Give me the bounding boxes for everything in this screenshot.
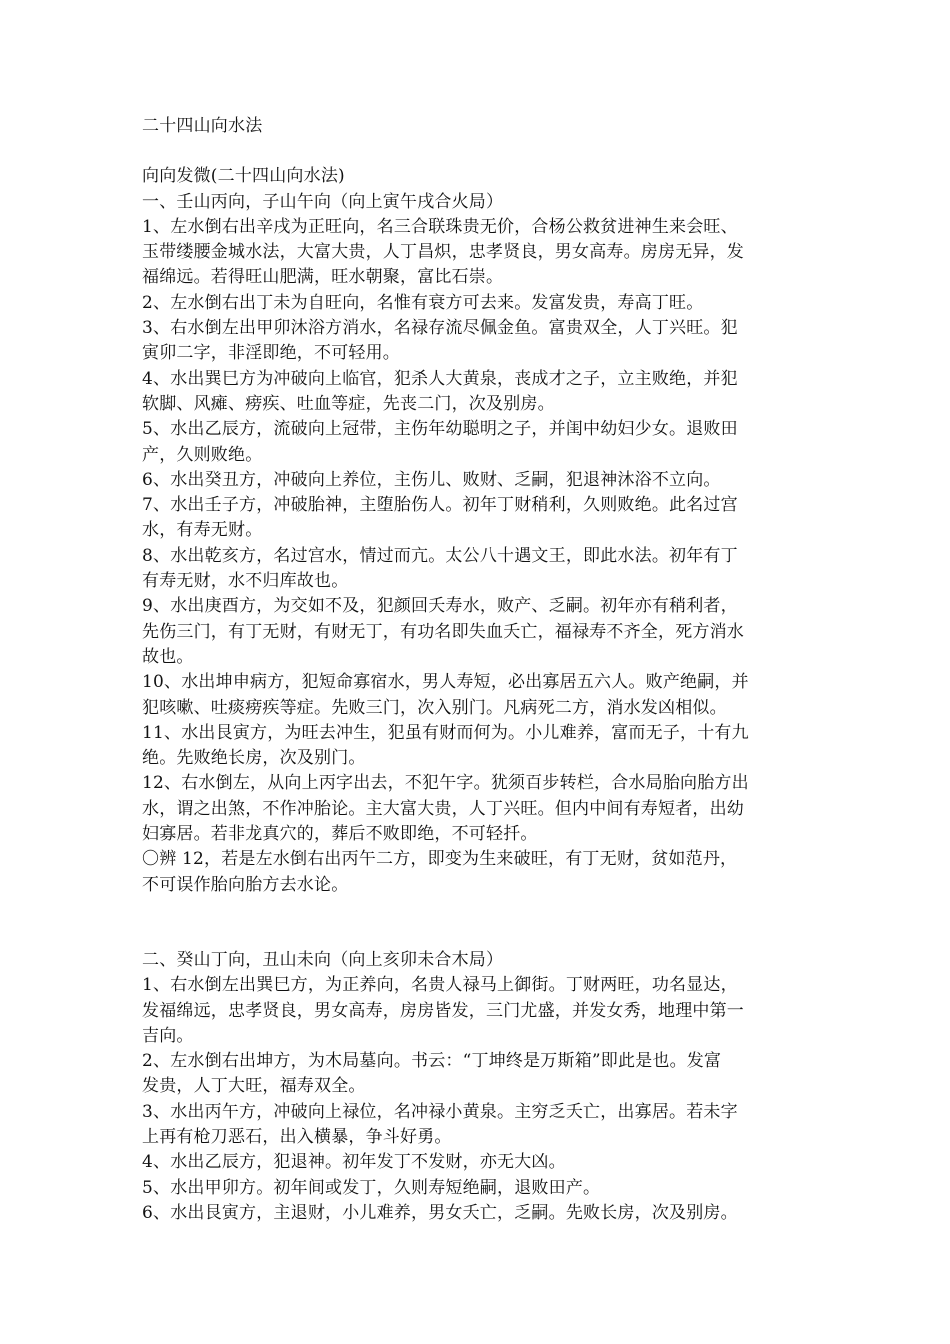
section-1-body xyxy=(142,215,814,898)
text-line: 11、水出艮寅方，为旺去冲生，犯虽有财而何为。小儿难养，富而无子，十有九 xyxy=(142,722,749,743)
text-line: 9、水出庚酉方，为交如不及，犯颜回夭寿水，败产、乏嗣。初年亦有稍利者， xyxy=(142,596,738,617)
text-line: 产，久则败绝。 xyxy=(142,444,263,465)
document-title: 二十四山向水法 xyxy=(142,116,263,136)
document-subtitle: 向向发微(二十四山向水法) xyxy=(142,166,345,187)
document-body xyxy=(142,114,814,1226)
text-line: 5、水出甲卯方。初年间或发丁，久则寿短绝嗣，退败田产。 xyxy=(142,1177,601,1198)
text-line: 玉带缕腰金城水法，大富大贵，人丁昌炽，忠孝贤良，男女高寿。房房无异，发 xyxy=(142,242,744,263)
spacer xyxy=(142,898,814,948)
text-line: 寅卯二字，非淫即绝，不可轻用。 xyxy=(142,343,400,364)
text-line: 有寿无财，水不归库故也。 xyxy=(142,571,349,592)
text-line: 3、右水倒左出甲卯沐浴方消水，名禄存流尽佩金鱼。富贵双全，人丁兴旺。犯 xyxy=(142,318,738,339)
text-line: 妇寡居。若非龙真穴的，葬后不败即绝，不可轻扦。 xyxy=(142,824,538,845)
text-line: 8、水出乾亥方，名过宫水，情过而亢。太公八十遇文王，即此水法。初年有丁 xyxy=(142,545,738,566)
text-line: 4、水出巽巳方为冲破向上临官，犯杀人大黄泉，丧成才之子，立主败绝，并犯 xyxy=(142,368,738,389)
text-line: 上再有枪刀恶石，出入横暴，争斗好勇。 xyxy=(142,1126,452,1147)
text-line: 先伤三门，有丁无财，有财无丁，有功名即失血夭亡，福禄寿不齐全，死方消水 xyxy=(142,621,744,642)
text-line: 犯咳嗽、吐痰痨疾等症。先败三门，次入别门。凡病死二方，消水发凶相似。 xyxy=(142,697,727,718)
text-line: 发福绵远，忠孝贤良，男女高寿，房房皆发，三门尤盛，并发女秀，地理中第一 xyxy=(142,1000,744,1021)
text-line: 发贵，人丁大旺，福寿双全。 xyxy=(142,1076,366,1097)
section-2-body xyxy=(142,973,814,1226)
section-heading: 二、癸山丁向，丑山未向（向上亥卯未合木局） xyxy=(142,949,504,970)
text-line: 7、水出壬子方，冲破胎神，主堕胎伤人。初年丁财稍利，久则败绝。此名过宫 xyxy=(142,495,738,516)
text-line: 〇辨 12，若是左水倒右出丙午二方，即变为生来破旺，有丁无财，贫如范丹， xyxy=(142,849,738,870)
text-line: 绝。先败绝长房，次及别门。 xyxy=(142,748,366,769)
text-line: 6、水出艮寅方，主退财，小儿难养，男女夭亡，乏嗣。先败长房，次及别房。 xyxy=(142,1202,738,1223)
text-line: 1、右水倒左出巽巳方，为正养向，名贵人禄马上御街。丁财两旺，功名显达， xyxy=(142,975,738,996)
text-line: 不可误作胎向胎方去水论。 xyxy=(142,874,349,895)
text-line: 1、左水倒右出辛戌为正旺向，名三合联珠贵无价，合杨公救贫进神生来会旺、 xyxy=(142,216,738,237)
spacer xyxy=(142,139,814,164)
text-line: 2、左水倒右出丁未为自旺向，名惟有衰方可去来。发富发贵，寿高丁旺。 xyxy=(142,292,704,313)
text-line: 水，谓之出煞，不作冲胎论。主大富大贵，人丁兴旺。但内中间有寿短者，出幼 xyxy=(142,798,744,819)
text-line: 10、水出坤申病方，犯短命寡宿水，男人寿短，必出寡居五六人。败产绝嗣，并 xyxy=(142,672,749,693)
text-line: 4、水出乙辰方，犯退神。初年发丁不发财，亦无大凶。 xyxy=(142,1152,566,1173)
text-line: 故也。 xyxy=(142,646,194,667)
text-line: 吉向。 xyxy=(142,1025,194,1046)
text-line: 3、水出丙午方，冲破向上禄位，名冲禄小黄泉。主穷乏夭亡，出寡居。若未字 xyxy=(142,1101,738,1122)
section-heading: 一、壬山丙向，子山午向（向上寅午戌合火局） xyxy=(142,191,504,212)
text-line: 12、右水倒左，从向上丙字出去，不犯午字。犹须百步转栏，合水局胎向胎方出 xyxy=(142,773,749,794)
text-line: 6、水出癸丑方，冲破向上养位，主伤儿、败财、乏嗣，犯退神沐浴不立向。 xyxy=(142,469,721,490)
text-line: 5、水出乙辰方，流破向上冠带，主伤年幼聪明之子，并闺中幼妇少女。退败田 xyxy=(142,419,738,440)
text-line: 福绵远。若得旺山肥满，旺水朝聚，富比石崇。 xyxy=(142,267,504,288)
text-line: 水，有寿无财。 xyxy=(142,520,263,541)
text-line: 软脚、风瘫、痨疾、吐血等症，先丧二门，次及别房。 xyxy=(142,393,555,414)
text-line: 2、左水倒右出坤方，为木局墓向。书云：“丁坤终是万斯箱”即此是也。发富 xyxy=(142,1051,722,1072)
